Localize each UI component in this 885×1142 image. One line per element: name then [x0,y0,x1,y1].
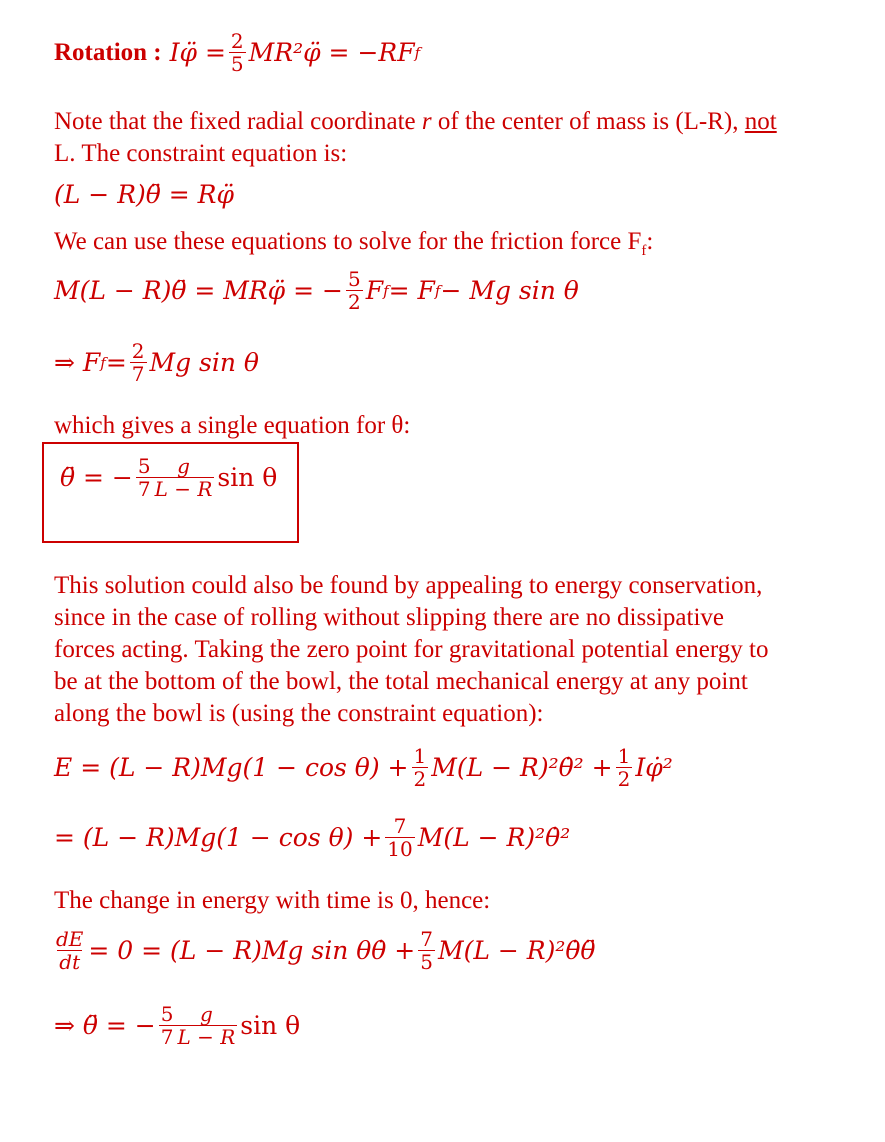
E-frac2-num: 1 [617,744,631,768]
dE-den: dt [59,950,81,974]
boxed-frac2-den: L − R [154,477,213,501]
friction-frac-den: 2 [347,290,361,314]
dE-frac2-num: 7 [420,927,433,951]
rotation-fraction [229,30,246,75]
dE-frac2-den: 5 [420,950,433,974]
energy-line-3: forces acting. Taking the zero point for gravitational potential energy to [54,636,769,663]
E2-eq-b: M(L − R)²θ̇² [417,823,571,852]
ff-lhs-sub: f [100,353,106,372]
energy-equation-1 [54,745,673,790]
friction-eq-rhs2: = F [388,276,435,305]
E2-frac-den: 10 [387,837,413,861]
boxed-equation [60,455,277,500]
friction-intro [54,226,653,267]
dE-num: dE [56,927,84,951]
rotation-eq-rhs: MR²φ̈ = −RF [248,38,415,67]
friction-fraction [346,268,363,313]
ff-frac-den: 7 [131,362,145,386]
final-lhs: ⇒ θ̈ = − [54,1011,156,1040]
rotation-equation [54,30,420,75]
energy-equation-2 [54,815,570,860]
rotation-eq-lhs: Iφ̈ = [169,38,226,67]
final-frac2-den: L − R [177,1025,236,1049]
final-frac1-den: 7 [160,1025,174,1049]
ff-equation [54,340,259,385]
note-line-1 [54,106,777,138]
note-line-2: L. The constraint equation is: [54,140,348,167]
final-frac1-num: 5 [160,1002,174,1026]
final-frac2-num: g [199,1002,213,1026]
ff-frac-num: 2 [131,339,145,363]
constraint-equation [54,180,234,209]
boxed-frac2 [153,455,215,500]
rotation-frac-den: 5 [230,52,244,76]
note-text-a: Note that the fixed radial coordinate [54,108,422,135]
dEdt-equation [54,928,595,973]
boxed-frac2-num: g [177,454,190,478]
final-rhs: sin θ [240,1011,301,1040]
energy-line-5: along the bowl is (using the constraint equation): [54,700,544,727]
boxed-frac1 [136,455,153,500]
dE-frac [54,928,85,973]
energy-line-4: be at the bottom of the bowl, the total mechanical energy at any point [54,668,748,695]
single-equation-text: which gives a single equation for θ: [54,412,411,439]
dE-eq-b: M(L − R)²θ̇θ̈ [437,936,596,965]
constraint-eq-text: (L − R)θ̈ = Rφ̈ [54,180,234,209]
E-eq-a: E = (L − R)Mg(1 − cos θ) + [54,753,409,782]
friction-eq-rhs2-sub: f [434,281,441,300]
friction-intro-text: We can use these equations to solve for the friction force F [54,228,642,255]
E-frac2-den: 2 [617,767,631,791]
friction-equation [54,268,579,313]
friction-eq-rhs-sub: f [383,281,389,300]
note-r: r [421,108,432,135]
friction-intro-end: : [646,228,654,255]
dE-frac2 [418,928,435,973]
friction-eq-lhs: M(L − R)θ̈ = MRφ̈ = − [54,276,343,305]
boxed-frac1-num: 5 [137,454,151,478]
friction-eq-rhs3: − Mg sin θ [440,276,579,305]
boxed-lhs: θ̈ = − [60,463,133,492]
friction-eq-rhs: F [365,276,384,305]
ff-rhs: Mg sin θ [149,348,259,377]
E2-frac [385,815,414,860]
ff-lhs: ⇒ F [54,348,101,377]
E2-eq-a: = (L − R)Mg(1 − cos θ) + [54,823,383,852]
E-eq-b: M(L − R)²θ̇² + [431,753,613,782]
rotation-frac-num: 2 [230,29,244,53]
final-frac2 [175,1003,237,1048]
friction-intro-sub: f [641,243,647,259]
E-eq-c: Iφ̇² [635,753,673,782]
note-not: not [744,108,777,135]
rotation-label: Rotation : [54,38,162,66]
energy-line-2: since in the case of rolling without slipping there are no dissipative [54,604,724,631]
E-frac1 [412,745,429,790]
E2-frac-num: 7 [393,814,407,838]
ff-fraction [130,340,147,385]
note-text-b: of the center of mass is (L-R), [431,108,745,135]
final-frac1 [159,1003,176,1048]
final-equation [54,1003,300,1048]
E-frac2 [616,745,633,790]
boxed-rhs: sin θ [217,463,278,492]
ff-eq: = [105,348,127,377]
E-frac1-num: 1 [413,744,427,768]
energy-line-1: This solution could also be found by appealing to energy conservation, [54,572,763,599]
dE-eq-a: = 0 = (L − R)Mg sin θθ̇ + [88,936,416,965]
change-text: The change in energy with time is 0, hence: [54,887,491,914]
E-frac1-den: 2 [413,767,427,791]
boxed-frac1-den: 7 [137,477,151,501]
rotation-sub: f [414,43,421,62]
friction-frac-num: 5 [347,267,361,291]
